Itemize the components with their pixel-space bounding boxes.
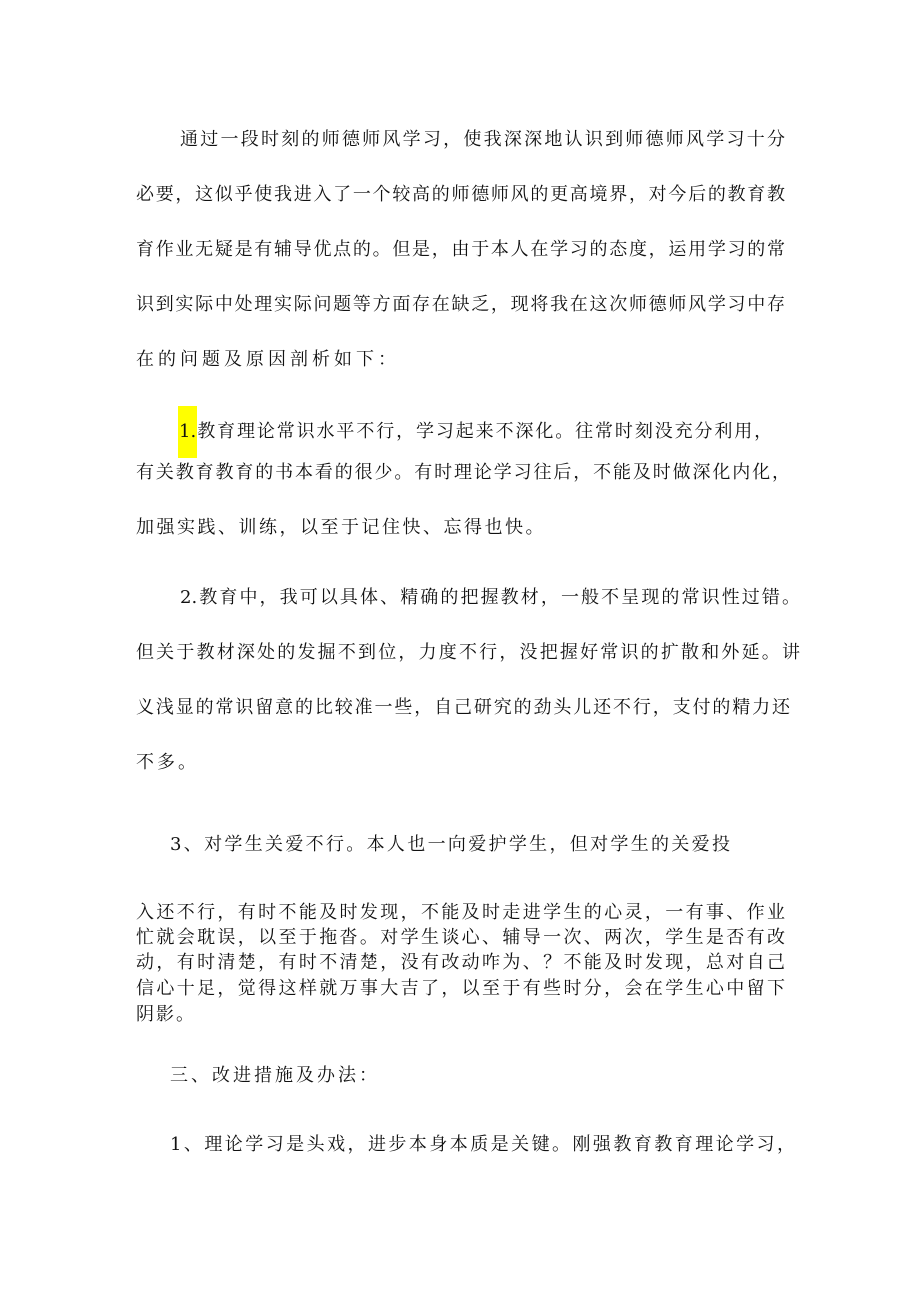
text-line: 育作业无疑是有辅导优点的。但是，由于本人在学习的态度，运用学习的常 [136, 239, 785, 260]
text-line: 但关于教材深处的发掘不到位，力度不行，没把握好常识的扩散和外延。讲 [136, 642, 800, 663]
text-line: 义浅显的常识留意的比较准一些，自己研究的劲头儿还不行，支付的精力还 [136, 697, 790, 718]
text-line: 有关教育教育的书本看的很少。有时理论学习往后，不能及时做深化内化， [136, 462, 790, 483]
text-line: 入还不行，有时不能及时发现，不能及时走进学生的心灵，一有事、作业 [136, 902, 785, 923]
text-line: 通过一段时刻的师德师风学习，使我深深地认识到师德师风学习十分 [180, 129, 785, 150]
text-line: 加强实践、训练，以至于记住快、忘得也快。 [136, 517, 546, 538]
text-line: 阴影。 [136, 1004, 196, 1025]
text-line: 忙就会耽误，以至于拖沓。对学生谈心、辅导一次、两次，学生是否有改 [136, 927, 785, 948]
text-line: 三、改进措施及办法： [170, 1065, 380, 1086]
text-line: 动，有时清楚，有时不清楚，没有改动咋为、？不能及时发现，总对自己 [136, 952, 785, 973]
text-line: 2.教育中，我可以具体、精确的把握教材，一般不呈现的常识性过错。 [180, 587, 800, 608]
highlighted-marker: 1. [178, 406, 197, 458]
text-line: 不多。 [136, 752, 199, 773]
text-line [178, 406, 772, 458]
text-line: 3、对学生关爱不行。本人也一向爱护学生，但对学生的关爱投 [170, 834, 730, 855]
text-line: 识到实际中处理实际问题等方面存在缺乏，现将我在这次师德师风学习中存 [136, 294, 785, 315]
text-line: 在的问题及原因剖析如下： [136, 349, 400, 370]
text-line-content: 教育理论常识水平不行，学习起来不深化。往常时刻没充分利用， [197, 421, 773, 442]
text-line: 1、理论学习是头戏，进步本身本质是关键。刚强教育教育理论学习， [170, 1134, 795, 1155]
text-line: 信心十足，觉得这样就万事大吉了，以至于有些时分，会在学生心中留下 [136, 978, 785, 999]
text-line: 必要，这似乎使我进入了一个较高的师德师风的更高境界，对今后的教育教 [136, 184, 785, 205]
